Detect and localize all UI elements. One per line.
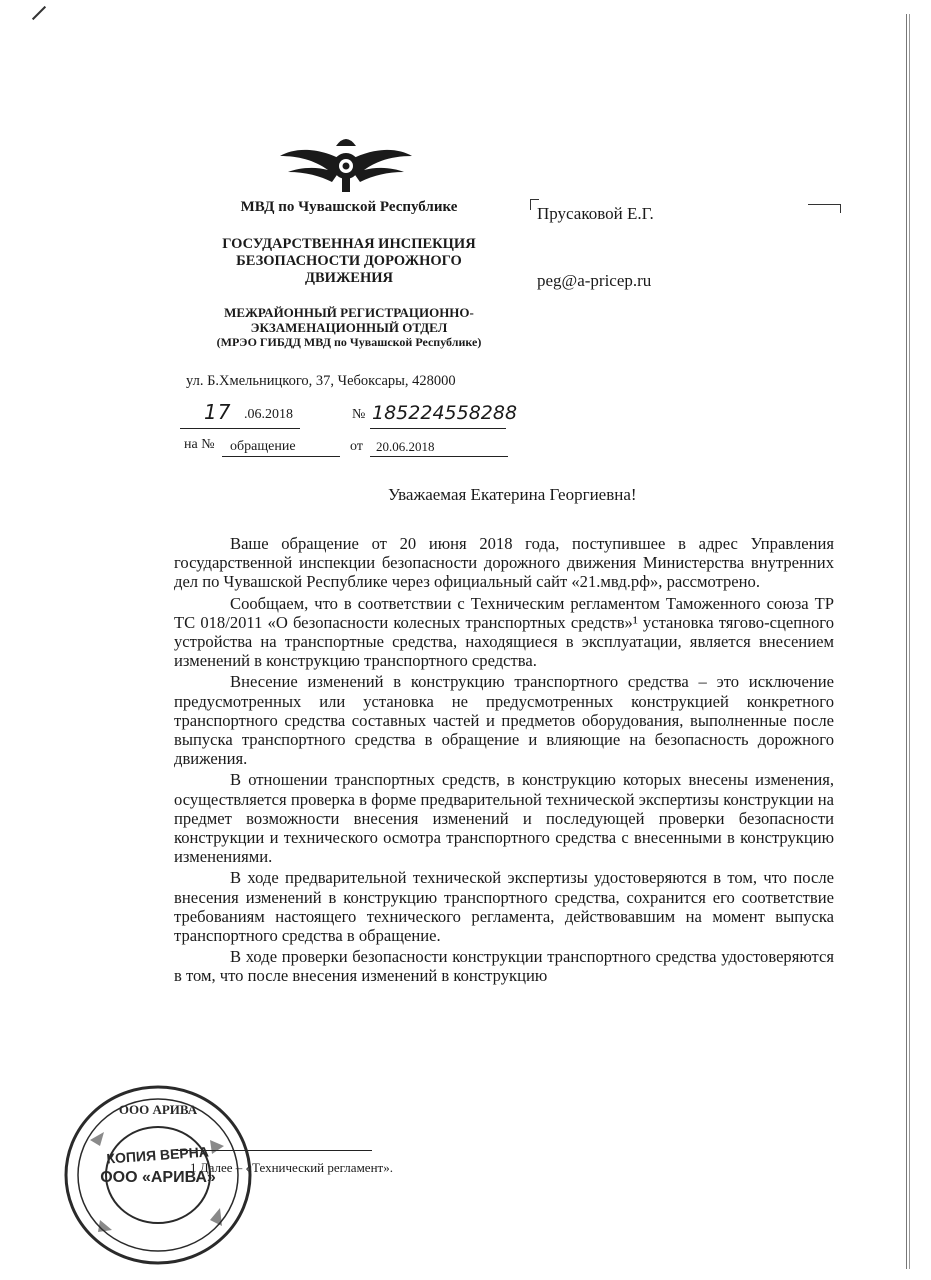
paragraph-3: Внесение изменений в конструкцию транспортного средства – это исключение предусмотренных или установка не предусмотренных конструкцией конкретного транспортного средства составных частей и предметов оборудования, выполненные после выпуска транспортного средства в обращение и влияющие на безопасность дорожного движения.: [174, 672, 834, 769]
ref-value: обращение: [230, 439, 296, 454]
stamp-center-text: ООО «АРИВА»: [100, 1169, 216, 1186]
recipient-email: peg@a-pricep.ru: [537, 271, 652, 290]
from-label: от: [350, 439, 363, 454]
from-underline: [370, 456, 508, 457]
company-stamp-icon: [60, 1080, 256, 1270]
footnote: 1 Далее – «Технический регламент».: [190, 1160, 393, 1175]
recipient-name: Прусаковой Е.Г.: [537, 204, 654, 223]
salutation: Уважаемая Екатерина Георгиевна!: [388, 485, 637, 504]
department-address: ул. Б.Хмельницкого, 37, Чебоксары, 428000: [186, 373, 456, 389]
inspection-line-1: ГОСУДАРСТВЕННАЯ ИНСПЕКЦИЯ: [222, 236, 476, 252]
scan-mark: [32, 6, 46, 20]
mvd-emblem-icon: [278, 126, 414, 196]
recipient-bracket-right: [808, 204, 841, 213]
registration-number: 185224558288: [372, 402, 518, 424]
paragraph-2: Сообщаем, что в соответствии с Техническим регламентом Таможенного союза ТР ТС 018/2011 «О безопасности колесных транспортных средств»¹ установка тягово-сцепного устройства на транспортные средства, находящиеся в эксплуатации, является внесением изменений в конструкцию транспортного средства.: [174, 593, 834, 671]
stamp-outer-text: ООО АРИВА: [118, 1102, 198, 1117]
registration-date: .06.2018: [244, 407, 293, 422]
date-underline: [180, 428, 300, 429]
inspection-line-2: БЕЗОПАСНОСТИ ДОРОЖНОГО: [236, 253, 462, 269]
department-line-2: ЭКЗАМЕНАЦИОННЫЙ ОТДЕЛ: [250, 320, 448, 335]
number-underline: [370, 428, 506, 429]
number-label: №: [352, 407, 366, 422]
scan-edge: [906, 14, 910, 1269]
department-title: [176, 305, 522, 350]
from-value: 20.06.2018: [376, 439, 435, 454]
paragraph-1: Ваше обращение от 20 июня 2018 года, поступившее в адрес Управления государственной инспекции безопасности дорожного движения Министерства внутренних дел по Чувашской Республике через официальный сайт «21.мвд.рф», рассмотрено.: [174, 534, 834, 592]
inspection-title: [196, 236, 502, 287]
ref-label: на №: [184, 437, 215, 452]
paragraph-5: В ходе предварительной технической экспертизы удостоверяются в том, что после внесения изменений в конструкцию транспортного средства, сохранится его соответствие требованиям настоящего технического регламента, действовавшим на момент выпуска транспортного средства в обращение.: [174, 868, 834, 946]
registration-day: 17: [204, 400, 232, 424]
department-line-1: МЕЖРАЙОННЫЙ РЕГИСТРАЦИОННО-: [224, 305, 474, 320]
department-line-3: (МРЭО ГИБДД МВД по Чувашской Республике): [216, 335, 482, 349]
stamp-copy-mark: КОПИЯ ВЕРНА: [105, 1143, 210, 1167]
ref-underline: [222, 456, 340, 457]
paragraph-6: В ходе проверки безопасности конструкции транспортного средства удостоверяются в том, что после внесения изменений в конструкцию: [174, 947, 834, 986]
paragraph-4: В отношении транспортных средств, в конструкцию которых внесены изменения, осуществляется проверка в форме предварительной технической экспертизы конструкции на предмет возможности внесения изменений и последующей проверки безопасности конструкции и технического осмотра транспортного средства с внесенными в конструкцию изменениями.: [174, 770, 834, 867]
ministry-name: МВД по Чувашской Республике: [240, 199, 458, 215]
inspection-line-3: ДВИЖЕНИЯ: [305, 270, 393, 286]
letter-body: [174, 534, 834, 988]
